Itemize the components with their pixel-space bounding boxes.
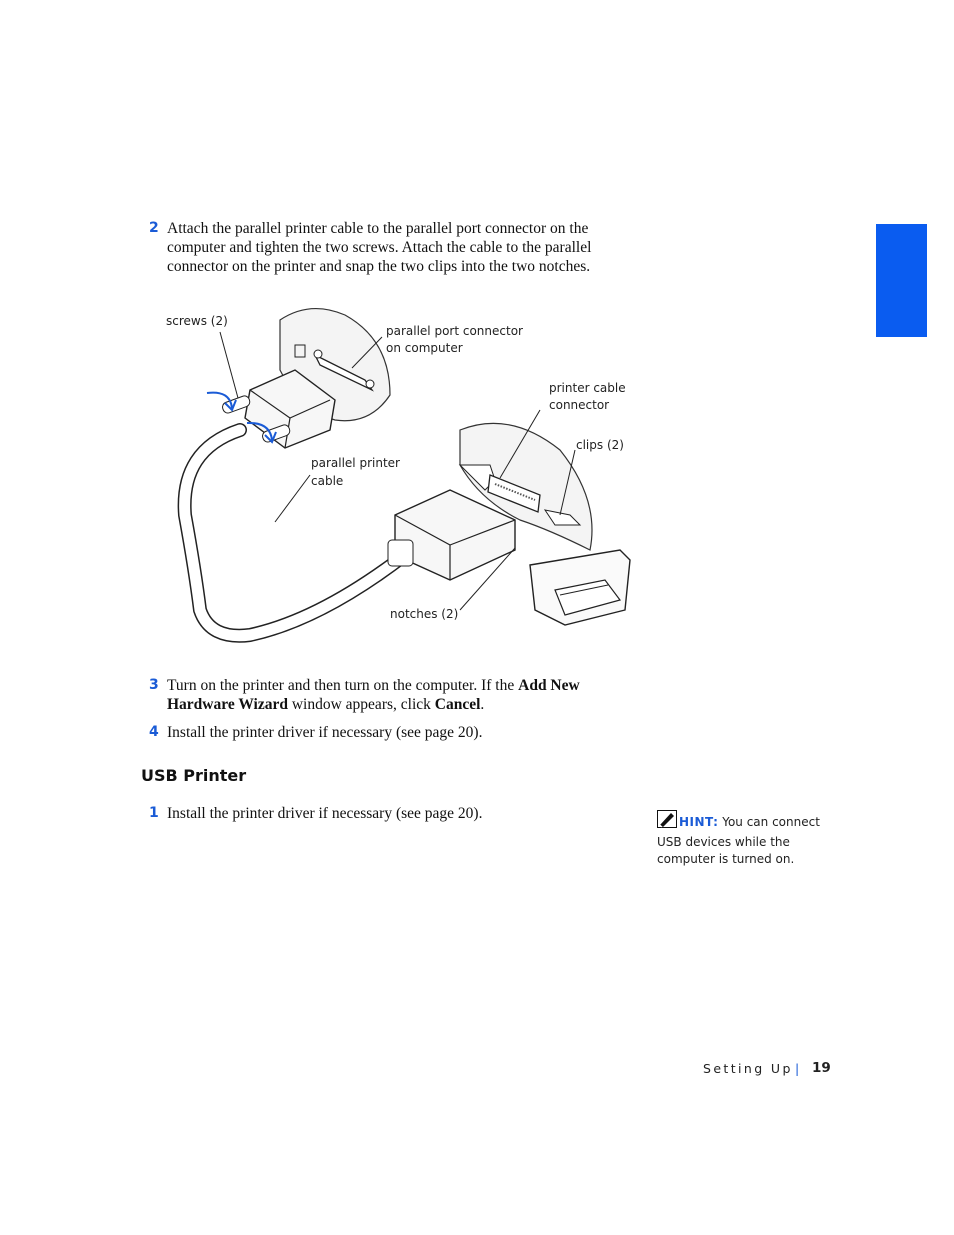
step-text: Attach the parallel printer cable to the parallel port connector on the computer and tighten the two screws. Attach the cable to the parallel connector on the printer and snap the two clips into the two notches. bbox=[167, 220, 592, 275]
usb-step-1 bbox=[149, 804, 629, 823]
callout-port-line1: parallel port connector bbox=[386, 324, 523, 338]
step-number: 4 bbox=[149, 724, 159, 740]
hint-label: HINT: bbox=[679, 815, 719, 829]
callout-printer-connector-line2: connector bbox=[549, 398, 610, 412]
callout-port-line2: on computer bbox=[386, 341, 463, 355]
section-heading: USB Printer bbox=[141, 766, 247, 785]
callout-clips: clips (2) bbox=[576, 438, 624, 452]
step-text: Turn on the printer and then turn on the computer. If the Add New Hardware Wizard window appears, click Cancel. bbox=[167, 677, 580, 713]
footer-separator: | bbox=[795, 1061, 800, 1076]
printer-icon bbox=[530, 550, 630, 625]
step-text: Install the printer driver if necessary (see page 20). bbox=[167, 805, 483, 822]
step-4 bbox=[149, 723, 629, 742]
callout-cable-line2: cable bbox=[311, 474, 344, 488]
step-3 bbox=[149, 676, 619, 714]
step-number: 2 bbox=[149, 220, 159, 236]
pencil-note-icon bbox=[657, 810, 677, 834]
chapter-tab bbox=[876, 224, 927, 337]
footer-section-name: Setting Up bbox=[703, 1061, 793, 1076]
callout-screws: screws (2) bbox=[166, 314, 228, 328]
callout-notches: notches (2) bbox=[390, 607, 459, 621]
printer-cable-diagram bbox=[160, 300, 640, 660]
callout-printer-connector-line1: printer cable bbox=[549, 381, 626, 395]
step-number: 1 bbox=[149, 805, 159, 821]
hint-box bbox=[657, 810, 832, 869]
step-text: Install the printer driver if necessary (see page 20). bbox=[167, 724, 483, 741]
page-number: 19 bbox=[812, 1060, 831, 1076]
hint-text: You can connect USB devices while the computer is turned on. bbox=[657, 815, 820, 866]
step-number: 3 bbox=[149, 677, 159, 693]
step-2 bbox=[149, 219, 629, 276]
callout-cable-line1: parallel printer bbox=[311, 456, 400, 470]
